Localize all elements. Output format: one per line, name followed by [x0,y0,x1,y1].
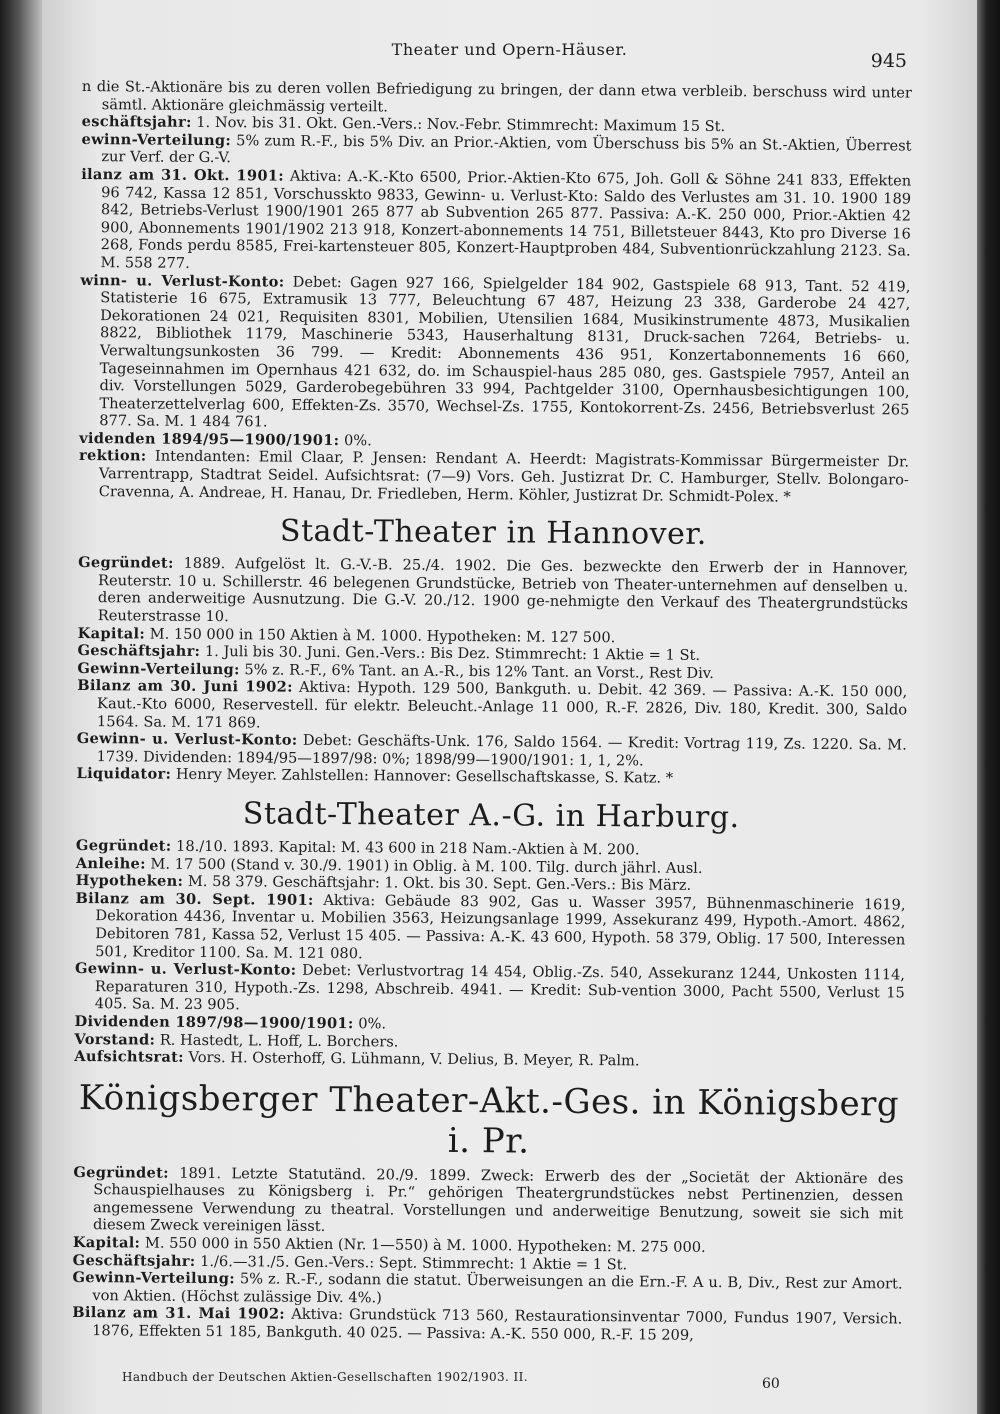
page-number: 945 [870,50,907,72]
entry-paragraph [79,272,910,437]
entry-label: rektion: [78,447,147,465]
entry-label: Gewinn- u. Verlust-Konto: [74,960,297,979]
entry-label: winn- u. Verlust-Konto: [80,271,285,291]
section-title: Stadt-Theater A.-G. in Harburg. [242,796,740,836]
entry-label: Gegründet: [78,554,174,572]
entry-label: Geschäftsjahr: [77,642,201,661]
entry-text: R. Hastedt, L. Hoff, L. Borchers. [159,1031,399,1051]
entry-label: Hypotheken: [75,872,184,890]
entry-text: M. 550 000 in 550 Aktien (Nr. 1—550) à M. 1000. Hypotheken: M. 275 000. [144,1234,706,1256]
page-edge-shadow [977,0,1000,1414]
entry-label: Bilanz am 31. Mai 1902: [72,1304,286,1324]
entry-label: Vorstand: [74,1030,156,1049]
entry-paragraph [75,960,905,1019]
entry-label: Liquidator: [76,765,172,784]
entry-label: videnden 1894/95—1900/1901: [79,429,340,449]
entry-text: Debet: Verlustvortrag 14 454, Oblig.-Zs. 540, Assekuranz 1244, Unkosten 1114, Reparaturen 310, Hypoth.-Zs. 1298, Abschreib. 4941. — Kredit: Sub-vention 3000, Pacht 5500, Verlust 15 405. Sa. M. 23 905. [94,961,906,1014]
entry-text: M. 58 379. Geschäftsjahr: 1. Okt. bis 30. Sept. Gen.-Vers.: Bis März. [187,873,692,894]
entry-label: Gegründet: [73,1163,169,1182]
entry-text: 0%. [343,431,372,450]
entry-text: 5% z. R.-F., sodann die statut. Überweisungen an die Ern.-F. A u. B, Div., Rest zur Amort. von Aktien. (Höchst zulässige Div. 4%.) [92,1270,903,1307]
entry-text: 1. Juli bis 30. Juni. Gen.-Vers.: Bis Dez. Stimmrecht: 1 Aktie = 1 St. [204,643,701,665]
entry-paragraph [77,677,907,736]
entry-text: Vors. H. Osterhoff, G. Lühmann, V. Delius, B. Meyer, R. Palm. [188,1048,640,1070]
entry-label: Gewinn- u. Verlust-Konto: [76,730,298,749]
book-binding-shadow [0,0,42,1414]
page-content [72,78,912,1346]
entry-text: 18./10. 1893. Kapital: M. 43 600 in 218 Nam.-Aktien à M. 200. [176,837,640,859]
entry-paragraph [72,1304,902,1346]
section-hannover [76,512,908,789]
section-koenigsberg [72,1078,904,1346]
book-page [42,0,977,1414]
entry-paragraph [75,890,906,967]
entry-text: Aktiva: A.-K.-Kto 6500, Prior.-Aktien-Kto 675, Joh. Goll & Söhne 241 833, Effekten 96 742, Kassa 12 851, Vorschusskto 9833, Gewinn- u. Verlust-Kto: Saldo des Verlustes am 31. 10. 1900 189 842, Betriebs-Verlust 1900/1901 265 877 ab Subvention 265 877. Passiva: A.-K. 250 000, Prior.-Aktien 42 900, Abonnements 1901/1902 213 918, Konzert-abonnements 14 751, Billetsteuer 8443, Kto pro Diverse 16 268, Fonds perdu 8585, Frei-kartensteuer 805, Konzert-Hauptproben 484, Subventionrückzahlung 2123. Sa. M. 558 277. [100,167,912,272]
entry-label: Kapital: [72,1234,141,1252]
section-harburg [74,795,906,1072]
entry-label: Gewinn-Verteilung: [72,1269,235,1288]
entry-text: 1. Nov. bis 31. Okt. Gen.-Vers.: Nov.-Febr. Stimmrecht: Maximum 15 St. [196,114,726,136]
entry-label: Dividenden 1897/98—1900/1901: [74,1012,354,1033]
entry-text: 5% z. R.-F., 6% Tant. an A.-R., bis 12% Tant. an Vorst., Rest Div. [244,661,715,682]
footer-signature: 60 [762,1376,780,1392]
entry-label: Bilanz am 30. Juni 1902: [77,677,293,697]
entry-text: Henry Meyer. Zahlstellen: Hannover: Gesellschaftskasse, S. Katz. * [175,766,674,788]
running-head: Theater und Opern-Häuser. [391,40,628,59]
entry-label: Geschäftsjahr: [72,1251,196,1270]
entry-label: Aufsichtsrat: [74,1048,184,1066]
entry-text: 1891. Letzte Statutänd. 20./9. 1899. Zweck: Erwerb des der „Societät der Aktionäre des Schauspielhauses zu Königsberg i. Pr.“ gehörigen Theatergrundstückes nebst Pertinenzien, dessen angemessene Verwendung zu theatral. Vorstellungen und anderweitige Benutzung, soweit sie sich mit diesem Zweck vereinigen lässt. [92,1164,904,1236]
section-title: Stadt-Theater in Hannover. [279,513,708,553]
entry-text: 5% zum R.-F., bis 5% Div. an Prior.-Aktien, vom Überschuss bis 5% an St.-Aktien, Überrest zur Verf. der G.-V. [101,131,912,167]
entry-label: Bilanz am 30. Sept. 1901: [75,889,314,909]
entry-text: 1./6.—31./5. Gen.-Vers.: Sept. Stimmrecht: 1 Aktie = 1 St. [200,1252,628,1273]
entry-text: Aktiva: Hypoth. 129 500, Bankguth. u. Debit. 42 369. — Passiva: A.-K. 150 000, Kaut.-Kto 6000, Reservestell. für elektr. Beleucht.-Anlage 11 000, R.-F. 2826, Div. 180, Kredit. 300, Saldo 1564. Sa. M. 171 869. [96,679,908,732]
entry-text: n die St.-Aktionäre bis zu deren vollen Befriedigung zu bringen, der dann etwa verbleib. berschuss wird unter sämtl. Aktionäre gleichmässig verteilt. [81,78,912,115]
entry-label: eschäftsjahr: [81,113,192,132]
entry-label: Anleihe: [75,854,146,873]
footer-source: Handbuch der Deutschen Aktien-Gesellschaften 1902/1903. II. [122,1370,528,1384]
entry-text: Debet: Gagen 927 166, Spielgelder 184 902, Gastspiele 68 913, Tant. 52 419, Statisterie 16 675, Extramusik 13 777, Beleuchtung 67 487, Heizung 23 338, Garderobe 24 427, Dekorationen 24 021, Requisiten 8301, Mobilien, Utensilien 1684, Musikinstrumente 4873, Musikalien 8822, Bibliothek 1179, Maschinerie 5343, Hauserhaltung 8131, Druck-sachen 7264, Betriebs- u. Verwaltungsunkosten 36 799. — Kredit: Abonnements 436 951, Konzertabonnements 16 660, Tageseinnahmen im Opernhaus 421 632, do. im Schauspiel-haus 285 080, ges. Gastspiele 7957, Anteil an div. Vorstellungen 5029, Garderobegebühren 33 994, Pachtgelder 3100, Opernhausbesichtigungen 100, Theaterzettelverlag 600, Effekten-Zs. 3570, Wechsel-Zs. 1755, Kontokorrent-Zs. 2456, Betriebsverlust 265 877. Sa. M. 1 484 761. [99,273,911,431]
entry-text: 0%. [358,1015,387,1033]
entry-text: Intendanten: Emil Claar, P. Jensen: Rendant A. Heerdt: Magistrats-Kommissar Bürgermeister Dr. Varrentrapp, Stadtrat Seidel. Aufsichtsrat: (7—9) Vors. Geh. Justizrat Dr. C. Hamburger, Stellv. Bolongaro-Cravenna, A. Andreae, H. Hanau, Dr. Friedleben, Herm. Köhler, Justizrat Dr. Schmidt-Polex. * [98,448,910,506]
entry-text: Aktiva: Gebäude 83 902, Gas u. Wasser 3957, Bühnenmaschinerie 1619, Dekoration 4436, Inventar u. Mobilien 3563, Heizungsanlage 1999, Assekuranz 499, Hypoth.-Amort. 4862, Debitoren 781, Kassa 52, Verlust 15 405. — Passiva: A.-K. 43 600, Hypoth. 58 379, Oblig. 17 500, Interessen 501, Kreditor 1100. Sa. M. 121 080. [95,891,906,962]
entry-paragraph [73,1164,904,1241]
entry-text: M. 17 500 (Stand v. 30./9. 1901) in Oblig. à M. 100. Tilg. durch jährl. Ausl. [150,855,703,877]
entry-label: Gewinn-Verteilung: [77,659,240,679]
entry-label: ewinn-Verteilung: [81,130,232,149]
section-title: Königsberger Theater-Akt.-Ges. in Königsberg i. Pr. [78,1077,900,1162]
entry-text: Debet: Geschäfts-Unk. 176, Saldo 1564. — Kredit: Vortrag 119, Zs. 1220. Sa. M. 1739. Dividenden: 1894/95—1897/98: 0%; 1898/99—1900/1901: 1, 1, 2%. [96,731,907,770]
entry-paragraph [78,554,909,631]
entry-label: ilanz am 31. Okt. 1901: [81,165,285,185]
entry-text: 1889. Aufgelöst lt. G.-V.-B. 25./4. 1902. Die Ges. bezweckte den Erwerb der in Hannover, Reuterstr. 10 u. Schillerstr. 46 belegenen Grundstücke, Betrieb von Theater-unternehmen auf denselben u. deren anderweitige Ausnutzung. Die G.-V. 20./12. 1900 ge-nehmigte den Verkauf des Theatergrundstücks Reuterstrasse 10. [97,555,909,626]
entry-text: Aktiva: Grundstück 713 560, Restaurationsinventar 7000, Fundus 1907, Versich. 1876, Effekten 51 185, Bankguth. 40 025. — Passiva: A.-K. 550 000, R.-F. 15 209, [92,1306,903,1344]
entry-label: Gegründet: [75,836,172,855]
entry-paragraph [79,447,909,506]
entry-text: M. 150 000 in 150 Aktien à M. 1000. Hypotheken: M. 127 500. [149,625,616,646]
entry-paragraph [80,166,911,278]
section-frankfurt-cont [79,78,912,507]
entry-label: Kapital: [77,624,146,643]
